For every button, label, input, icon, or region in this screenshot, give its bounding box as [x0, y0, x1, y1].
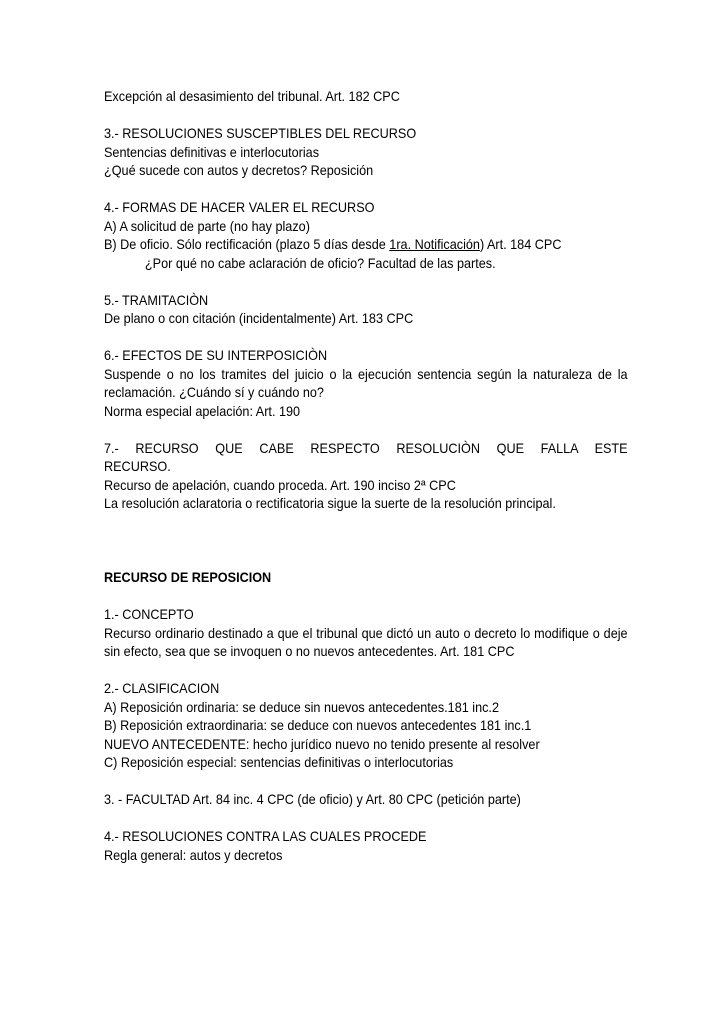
section-5-title: 5.- TRAMITACIÒN [104, 292, 209, 308]
section-3-line-2: ¿Qué sucede con autos y decretos? Reposición [104, 163, 374, 178]
document-page [104, 88, 628, 865]
spacer [104, 773, 591, 792]
section-7-line-2: La resolución aclaratoria o rectificatoria sigue la suerte de la resolución principal. [104, 496, 556, 511]
rep-section-4-title: 4.- RESOLUCIONES CONTRA LAS CUALES PROCEDE [104, 829, 427, 844]
rep-section-2-line-1: A) Reposición ordinaria: se deduce sin nuevos antecedentes.181 inc.2 [104, 699, 499, 715]
section-4-title: 4.- FORMAS DE HACER VALER EL RECURSO [104, 200, 375, 215]
spacer [104, 551, 591, 570]
section-3-line-1: Sentencias definitivas e interlocutorias [104, 144, 320, 160]
section-6-line-2: Norma especial apelación: Art. 190 [104, 403, 301, 419]
spacer [104, 329, 591, 348]
section-4-line-3: ¿Por qué no cabe aclaración de oficio? Facultad de las partes. [144, 255, 496, 271]
spacer [104, 107, 591, 126]
section-4-line-2-start: B) De oficio. Sólo rectificación (plazo 5 días desde [104, 237, 390, 252]
section-4-line-1: A) A solicitud de parte (no hay plazo) [104, 218, 310, 234]
spacer [104, 662, 591, 681]
section-4-line-2-end: ) Art. 184 CPC [479, 237, 562, 252]
section-7-title-cont: RECURSO. [104, 459, 171, 474]
spacer [104, 181, 591, 200]
spacer [104, 273, 591, 292]
spacer [104, 810, 591, 829]
rep-section-2-line-2: B) Reposición extraordinaria: se deduce con nuevos antecedentes 181 inc.1 [104, 718, 532, 733]
section-4-line-2 [104, 236, 591, 255]
rep-section-2-title: 2.- CLASIFICACION [104, 681, 220, 696]
section-7-line-1: Recurso de apelación, cuando proceda. Art. 190 inciso 2ª CPC [104, 477, 456, 493]
section-7-title: 7.- RECURSO QUE CABE RESPECTO RESOLUCIÒN QUE FALLA ESTE [104, 440, 628, 456]
rep-section-2-line-4: C) Reposición especial: sentencias definitivas o interlocutorias [104, 755, 454, 770]
rep-section-2-line-3: NUEVO ANTECEDENTE: hecho jurídico nuevo no tenido presente al resolver [104, 736, 540, 752]
reposicion-heading: RECURSO DE REPOSICION [104, 570, 272, 585]
spacer [104, 514, 591, 551]
spacer [104, 421, 591, 440]
rep-section-1-title: 1.- CONCEPTO [104, 607, 194, 622]
section-5-line-1: De plano o con citación (incidentalmente) Art. 183 CPC [104, 311, 414, 326]
spacer [104, 588, 591, 607]
rep-section-1-paragraph: Recurso ordinario destinado a que el tribunal que dictó un auto o decreto lo modifique o deje sin efecto, sea que se invoquen o no nuevos antecedentes. Art. 181 CPC [104, 625, 628, 659]
section-6-paragraph: Suspende o no los tramites del juicio o la ejecución sentencia según la naturaleza de la reclamación. ¿Cuándo sí y cuándo no? [104, 366, 628, 400]
desasimiento-line: Excepción al desasimiento del tribunal. Art. 182 CPC [104, 89, 400, 104]
notificacion-underlined: 1ra. Notificación [389, 237, 480, 252]
rep-section-4-line-1: Regla general: autos y decretos [104, 847, 283, 863]
section-3-title: 3.- RESOLUCIONES SUSCEPTIBLES DEL RECURSO [104, 126, 417, 141]
rep-section-3-title: 3. - FACULTAD Art. 84 inc. 4 CPC (de oficio) y Art. 80 CPC (petición parte) [104, 792, 521, 807]
section-6-title: 6.- EFECTOS DE SU INTERPOSICIÒN [104, 348, 328, 363]
